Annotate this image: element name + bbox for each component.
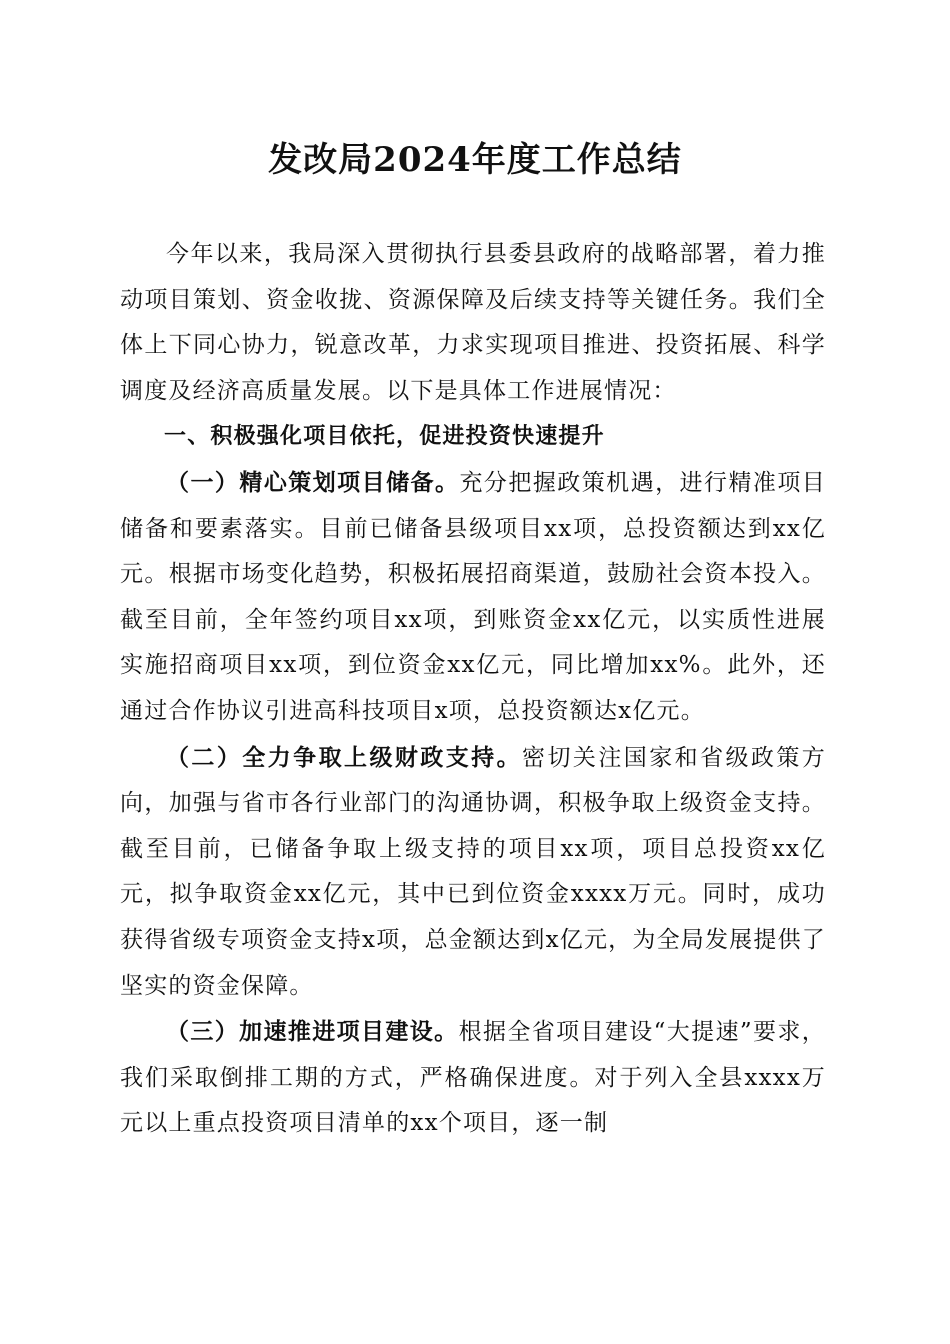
paragraph-text: 密切关注国家和省级政策方向，加强与省市各行业部门的沟通协调，积极争取上级资金支持。截至目前，已储备争取上级支持的项目xx项，项目总投资xx亿元，拟争取资金xx亿元，其中已到位资金xxxx万元。同时，成功获得省级专项资金支持x项，总金额达到x亿元，为全局发展提供了坚实的资金保障。 xyxy=(120,744,826,999)
paragraph-subtitle: （一）精心策划项目储备。 xyxy=(166,468,460,496)
section-heading-1: 一、积极强化项目依托，促进投资快速提升 xyxy=(164,424,605,450)
paragraph-item-3 xyxy=(120,1009,826,1147)
paragraph-subtitle: （二）全力争取上级财政支持。 xyxy=(166,743,523,771)
paragraph-item-2 xyxy=(120,735,826,1010)
paragraph-subtitle: （三）加速推进项目建设。 xyxy=(166,1018,459,1046)
paragraph-text: 根据全省项目建设“大提速”要求，我们采取倒排工期的方式，严格确保进度。对于列入全县xxxx万元以上重点投资项目清单的xx个项目，逐一制 xyxy=(120,1019,827,1137)
intro-paragraph: 今年以来，我局深入贯彻执行县委县政府的战略部署，着力推动项目策划、资金收拢、资源保障及后续支持等关键任务。我们全体上下同心协力，锐意改革，力求实现项目推进、投资拓展、科学调度及经济高质量发展。以下是具体工作进展情况： xyxy=(120,241,826,404)
paragraph-item-1 xyxy=(120,460,826,735)
document-body xyxy=(120,232,826,1147)
document-title: 发改局2024年度工作总结 xyxy=(268,140,682,180)
paragraph-text: 充分把握政策机遇，进行精准项目储备和要素落实。目前已储备县级项目xx项，总投资额达到xx亿元。根据市场变化趋势，积极拓展招商渠道，鼓励社会资本投入。截至目前，全年签约项目xx项，到账资金xx亿元，以实质性进展实施招商项目xx项，到位资金xx亿元，同比增加xx%。此外，还通过合作协议引进高科技项目x项，总投资额达x亿元。 xyxy=(120,469,827,724)
